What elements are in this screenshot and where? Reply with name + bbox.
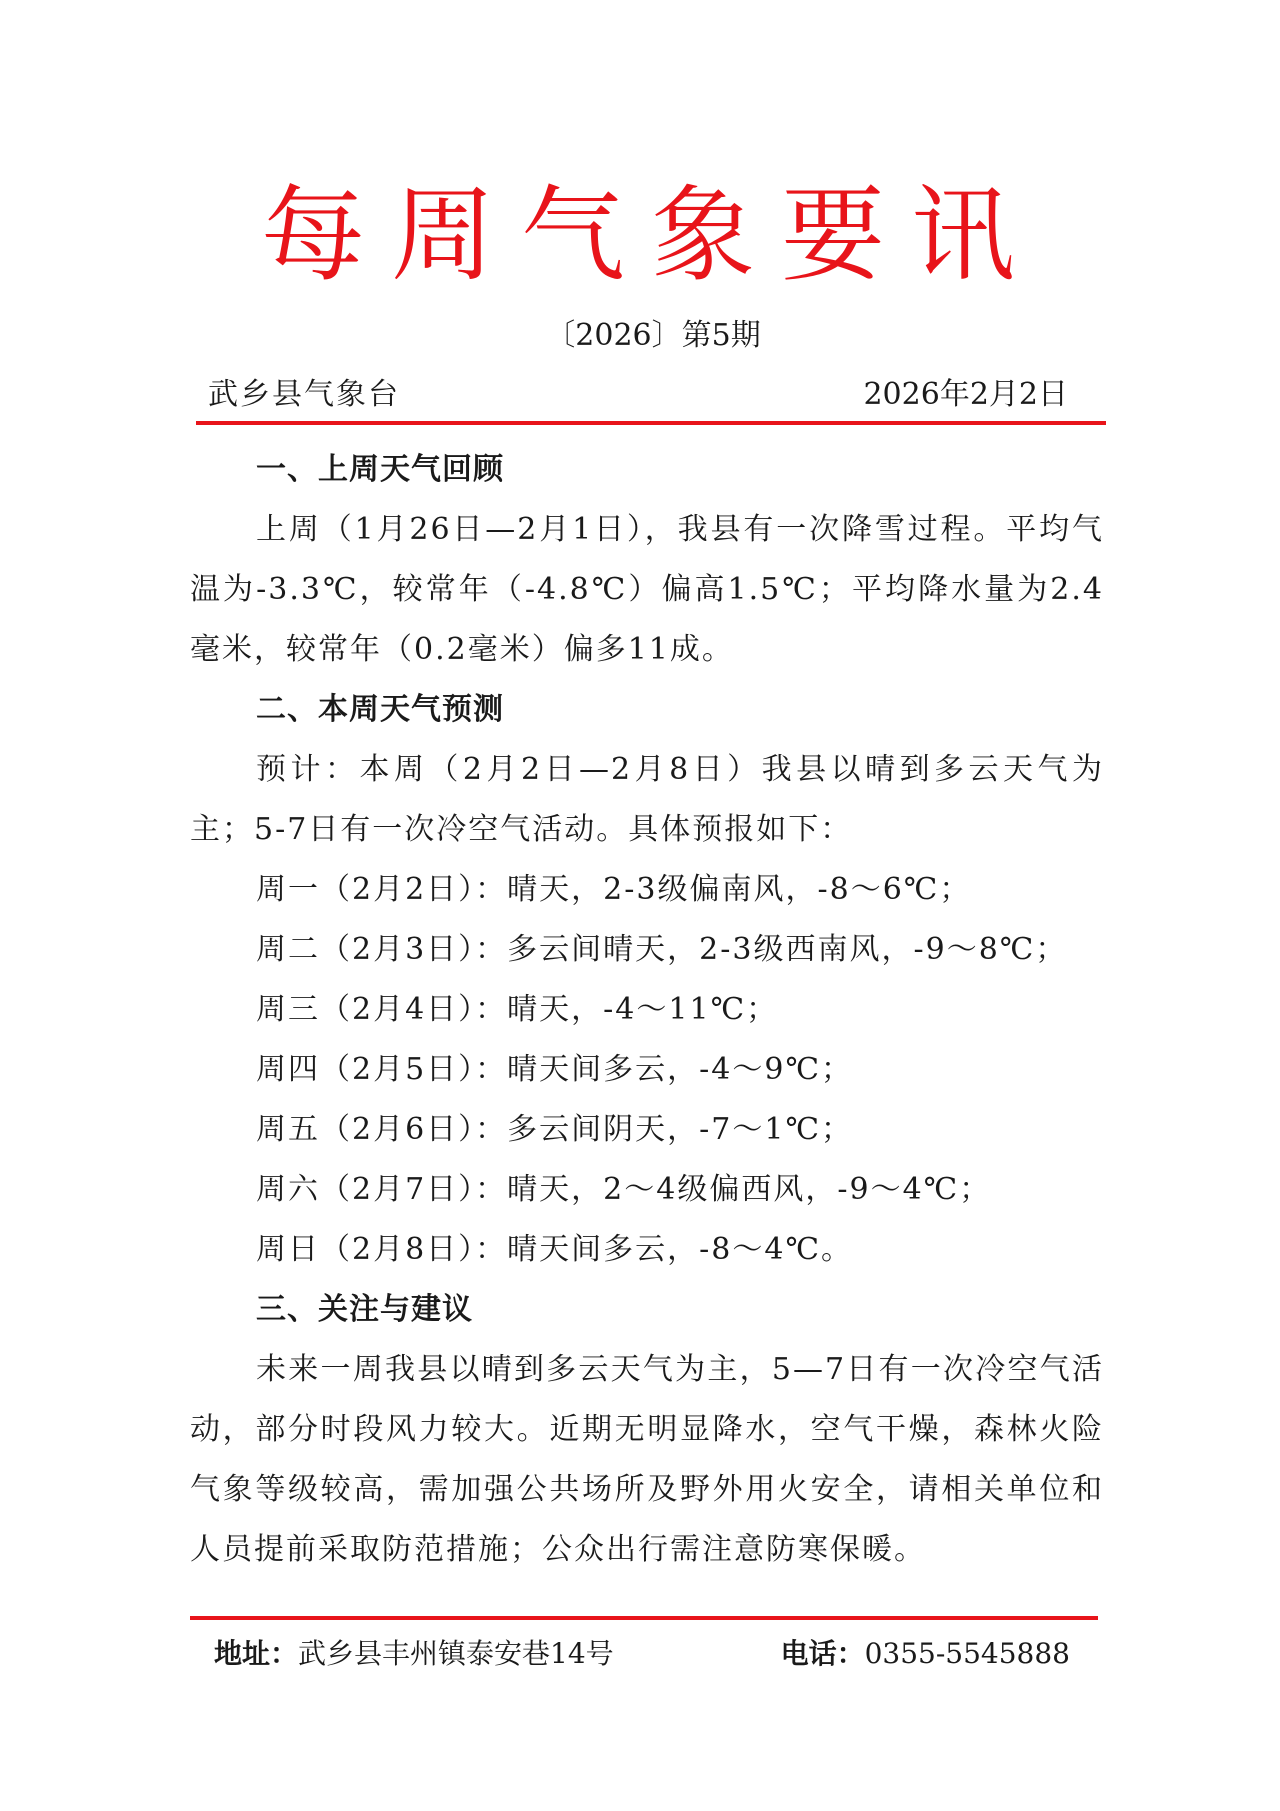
page-title: 每周气象要讯 — [260, 174, 1041, 296]
section-heading-forecast: 二、本周天气预测 — [256, 692, 504, 727]
forecast-row-fri: 周五（2月6日）：多云间阴天，-7～1℃； — [256, 1112, 854, 1147]
section-heading-review: 一、上周天气回顾 — [256, 452, 504, 487]
phone-label: 电话： — [780, 1637, 865, 1670]
advice-paragraph: 未来一周我县以晴到多云天气为主，5—7日有一次冷空气活动，部分时段风力较大。近期无明显降水，空气干燥，森林火险气象等级较高，需加强公共场所及野外用火安全，请相关单位和人员提前采取防范措施；公众出行需注意防寒保暖。 — [190, 1352, 1104, 1567]
forecast-row-thu: 周四（2月5日）：晴天间多云，-4～9℃； — [256, 1052, 854, 1087]
review-paragraph: 上周（1月26日—2月1日），我县有一次降雪过程。平均气温为-3.3℃，较常年（-4.8℃）偏高1.5℃；平均降水量为2.4毫米，较常年（0.2毫米）偏多11成。 — [190, 512, 1104, 667]
forecast-row-sun: 周日（2月8日）：晴天间多云，-8～4℃。 — [256, 1232, 854, 1267]
header-divider — [196, 421, 1106, 425]
issue-date: 2026年2月2日 — [863, 377, 1068, 412]
forecast-intro: 预计：本周（2月2日—2月8日）我县以晴到多云天气为主；5-7日有一次冷空气活动。具体预报如下： — [190, 752, 1104, 847]
document-body — [190, 440, 1104, 1580]
footer-address — [214, 1634, 614, 1674]
forecast-row-tue: 周二（2月3日）：多云间晴天，2-3级西南风，-9～8℃； — [256, 932, 1068, 967]
forecast-row-wed: 周三（2月4日）：晴天，-4～11℃； — [256, 992, 779, 1027]
forecast-list — [190, 860, 1104, 1280]
section-heading-advice: 三、关注与建议 — [256, 1292, 473, 1327]
forecast-row-mon: 周一（2月2日）：晴天，2-3级偏南风，-8～6℃； — [256, 872, 972, 907]
address-label: 地址： — [214, 1637, 299, 1670]
issue-number: 〔2026〕第5期 — [545, 318, 761, 353]
address-text: 武乡县丰州镇泰安巷14号 — [298, 1637, 614, 1670]
org-name: 武乡县气象台 — [208, 377, 400, 412]
footer-divider — [190, 1616, 1098, 1620]
forecast-row-sat: 周六（2月7日）：晴天，2～4级偏西风，-9～4℃； — [256, 1172, 992, 1207]
footer-phone — [781, 1634, 1070, 1674]
phone-number: 0355-5545888 — [864, 1637, 1070, 1670]
